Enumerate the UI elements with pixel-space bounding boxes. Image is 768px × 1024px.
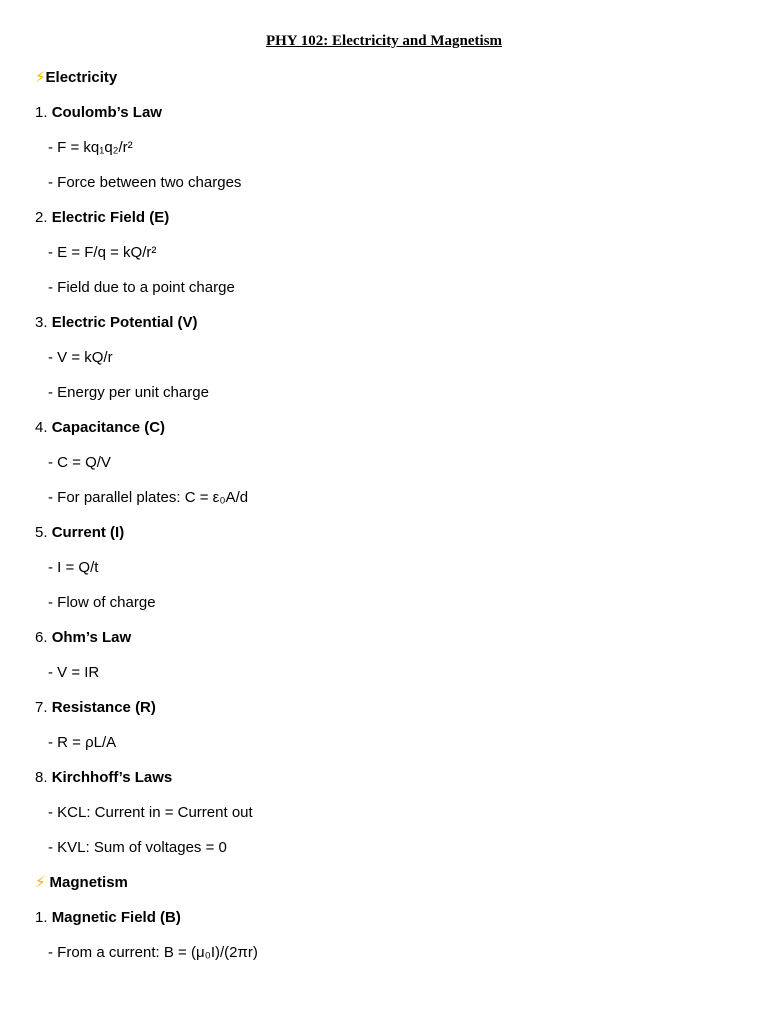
list-item-resistance <box>35 690 735 725</box>
list-item-line: - I = Q/t <box>48 559 99 576</box>
lightning-bolt-icon: ⚡ <box>35 874 46 891</box>
section-heading-electricity <box>35 60 735 95</box>
list-item-line: - For parallel plates: C = ε₀A/d <box>48 489 249 506</box>
list-item-coulombs-law <box>35 95 735 130</box>
item-title: Ohm’s Law <box>51 629 132 646</box>
list-item-line: - C = Q/V <box>48 454 111 471</box>
item-number: 8. <box>35 769 48 786</box>
list-item-line: - Field due to a point charge <box>48 279 235 296</box>
item-number: 4. <box>35 419 48 436</box>
list-item-capacitance <box>35 410 735 445</box>
item-title: Coulomb’s Law <box>51 104 162 121</box>
item-title: Kirchhoff’s Laws <box>51 769 173 786</box>
item-number: 6. <box>35 629 48 646</box>
list-item-line: - Energy per unit charge <box>48 384 209 401</box>
page-title: PHY 102: Electricity and Magnetism <box>265 33 503 49</box>
lightning-bolt-icon: ⚡ <box>35 69 46 86</box>
item-title: Capacitance (C) <box>51 419 166 436</box>
list-item-line: - F = kq₁q₂/r² <box>48 139 133 156</box>
item-title: Resistance (R) <box>51 699 156 716</box>
item-title: Current (I) <box>51 524 125 541</box>
item-number: 3. <box>35 314 48 331</box>
item-number: 5. <box>35 524 48 541</box>
section-heading-magnetism <box>35 865 735 900</box>
list-item-line: - R = ρL/A <box>48 734 117 751</box>
section-heading-label: Electricity <box>45 69 118 86</box>
list-item-line: - KCL: Current in = Current out <box>48 804 253 821</box>
item-number: 1. <box>35 909 48 926</box>
list-item-electric-field <box>35 200 735 235</box>
item-title: Electric Potential (V) <box>51 314 198 331</box>
list-item-line: - V = kQ/r <box>48 349 113 366</box>
section-heading-label: Magnetism <box>49 874 128 891</box>
item-number: 1. <box>35 104 48 121</box>
list-item-line: - V = IR <box>48 664 100 681</box>
list-item-line: - KVL: Sum of voltages = 0 <box>48 839 227 856</box>
item-number: 2. <box>35 209 48 226</box>
item-title: Magnetic Field (B) <box>51 909 181 926</box>
list-item-electric-potential <box>35 305 735 340</box>
list-item-line: - Force between two charges <box>48 174 242 191</box>
item-title: Electric Field (E) <box>51 209 170 226</box>
list-item-line: - From a current: B = (μ₀I)/(2πr) <box>48 944 258 961</box>
notes-content <box>35 60 735 970</box>
list-item-line: - Flow of charge <box>48 594 156 611</box>
list-item-line: - E = F/q = kQ/r² <box>48 244 157 261</box>
list-item-magnetic-field <box>35 900 735 935</box>
list-item-kirchhoffs-laws <box>35 760 735 795</box>
item-number: 7. <box>35 699 48 716</box>
list-item-ohms-law <box>35 620 735 655</box>
list-item-current <box>35 515 735 550</box>
